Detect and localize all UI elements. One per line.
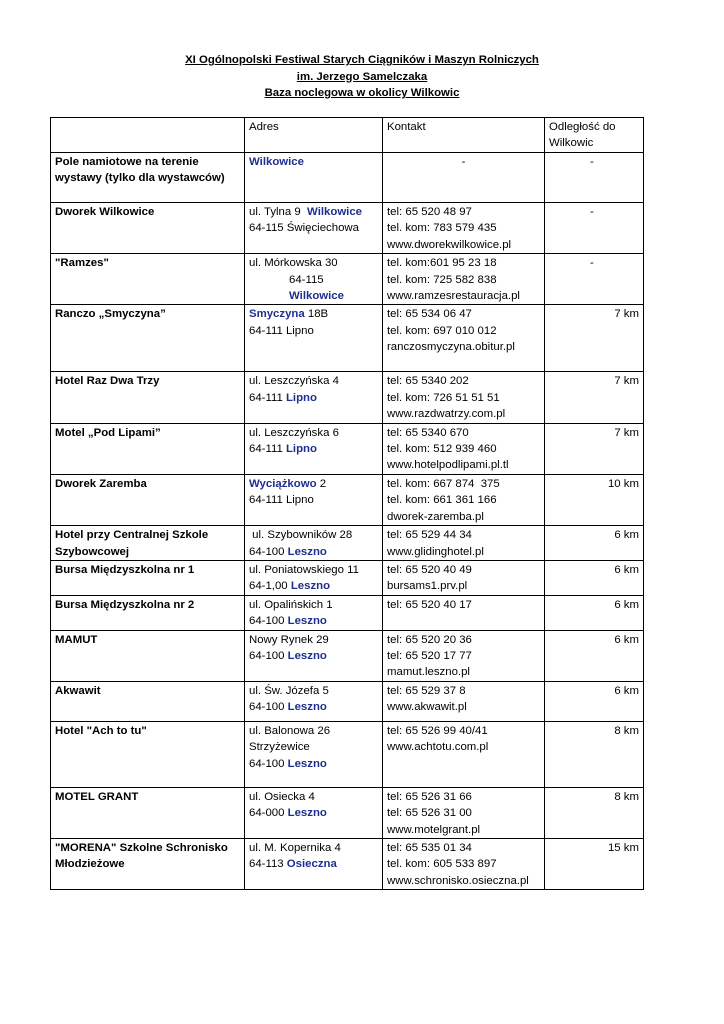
accommodation-address — [245, 595, 383, 630]
contact-line: tel: 65 520 48 97 — [387, 206, 472, 218]
website-link[interactable]: www.ramzesrestauracja.pl — [387, 290, 520, 303]
address-line — [249, 699, 378, 715]
accommodation-name: Akwawit — [51, 681, 245, 721]
contact-line: tel: 65 520 17 77 — [387, 649, 472, 662]
accommodation-name: "Ramzes" — [51, 254, 245, 305]
accommodation-address — [245, 526, 383, 561]
address-line — [249, 306, 378, 322]
address-text: Nowy Rynek 29 — [249, 633, 329, 646]
address-line — [249, 425, 378, 441]
address-text: 64-100 — [249, 545, 288, 558]
accommodation-contact — [383, 153, 545, 203]
locality-highlight: Leszno — [287, 807, 327, 820]
accommodation-name: MAMUT — [51, 630, 245, 681]
locality-highlight: Lipno — [285, 443, 317, 456]
address-text: ul. Leszczyńska 6 — [249, 426, 339, 439]
column-header-distance: Odległość do Wilkowic — [545, 118, 644, 153]
contact-line: tel. kom:601 95 23 18 — [387, 257, 497, 270]
accommodation-contact — [383, 423, 545, 474]
accommodation-table — [50, 117, 644, 890]
address-line — [249, 739, 378, 755]
address-line — [249, 613, 378, 629]
website-link[interactable]: www.dworekwilkowice.pl — [387, 238, 512, 251]
address-text: ul. Osiecka 4 — [249, 790, 315, 803]
website-link[interactable]: ranczosmyczyna.obitur.pl — [387, 341, 515, 354]
distance-to-wilkowice: 6 km — [545, 560, 644, 595]
accommodation-address — [245, 474, 383, 525]
distance-to-wilkowice: 6 km — [545, 595, 644, 630]
locality-highlight: Leszno — [290, 580, 331, 593]
contact-line: tel. kom: 783 579 435 — [387, 222, 497, 235]
address-line — [249, 789, 378, 805]
address-text: ul. Św. Józefa 5 — [249, 684, 329, 697]
address-text: 18B — [304, 308, 329, 321]
address-line — [249, 476, 378, 492]
distance-to-wilkowice: - — [545, 153, 644, 203]
address-text: 2 — [316, 477, 327, 490]
accommodation-contact — [383, 305, 545, 372]
address-text: 64-100 — [249, 701, 288, 714]
website-link[interactable]: www.hotelpodlipami.pl.tl — [387, 459, 509, 472]
contact-line: tel: 65 529 37 8 — [387, 684, 466, 697]
website-link[interactable]: dworek-zaremba.pl — [387, 510, 484, 523]
distance-to-wilkowice: 7 km — [545, 305, 644, 372]
address-line — [249, 373, 378, 389]
table-header-row — [51, 118, 644, 153]
address-text: 64-115 Święciechowa — [249, 222, 359, 235]
locality-highlight: Leszno — [287, 757, 327, 770]
address-text: 64-111 Lipno — [249, 494, 314, 507]
contact-line: tel: 65 520 20 36 — [387, 633, 472, 646]
festival-patron: im. Jerzego Samelczaka — [296, 70, 428, 83]
address-text: 64-113 — [249, 858, 287, 871]
address-text: ul. Leszczyńska 4 — [249, 375, 339, 388]
distance-to-wilkowice: 6 km — [545, 630, 644, 681]
contact-line: tel. kom: 725 582 838 — [387, 273, 497, 286]
distance-to-wilkowice: 6 km — [545, 526, 644, 561]
accommodation-address — [245, 153, 383, 203]
accommodation-address — [245, 254, 383, 305]
distance-to-wilkowice: - — [545, 203, 644, 254]
address-text: ul. Poniatowskiego 11 — [249, 563, 359, 576]
address-text: 64-100 — [249, 757, 288, 770]
contact-line: tel. kom: 697 010 012 — [387, 324, 497, 337]
accommodation-name: Dworek Wilkowice — [51, 203, 245, 254]
accommodation-contact — [383, 560, 545, 595]
table-row — [51, 305, 644, 372]
address-line — [249, 856, 378, 872]
document-header — [0, 52, 724, 102]
address-text: ul. M. Kopernika 4 — [249, 841, 341, 854]
document-subtitle: Baza noclegowa w okolicy Wilkowic — [264, 87, 460, 99]
locality-highlight: Leszno — [287, 701, 327, 714]
contact-line: tel. kom: 605 533 897 — [387, 858, 497, 871]
accommodation-name: Bursa Międzyszkolna nr 2 — [51, 595, 245, 630]
locality-highlight: Leszno — [287, 615, 327, 628]
accommodation-contact — [383, 630, 545, 681]
website-link[interactable]: www.motelgrant.pl — [387, 823, 481, 836]
table-row — [51, 838, 644, 889]
address-line — [249, 840, 378, 856]
contact-line: tel. kom: 667 874 375 — [387, 477, 500, 490]
accommodation-name: Ranczo „Smyczyna” — [51, 305, 245, 372]
table-row — [51, 721, 644, 787]
locality-highlight: Lipno — [285, 391, 317, 404]
contact-line: tel. kom: 726 51 51 51 — [387, 391, 500, 404]
address-text: 64-111 — [249, 443, 286, 456]
contact-line: tel: 65 520 40 17 — [387, 598, 472, 611]
website-link[interactable]: www.achtotu.com.pl — [387, 741, 489, 754]
address-text: 64-100 — [249, 649, 288, 662]
address-text: ul. Mórkowska 30 — [249, 257, 338, 270]
address-line — [249, 272, 378, 288]
accommodation-address — [245, 681, 383, 721]
table-row — [51, 595, 644, 630]
accommodation-address — [245, 838, 383, 889]
accommodation-contact — [383, 787, 545, 838]
table-row — [51, 630, 644, 681]
accommodation-contact — [383, 254, 545, 305]
accommodation-name: Motel „Pod Lipami” — [51, 423, 245, 474]
address-text: ul. Szybowników 28 — [249, 529, 353, 542]
table-row — [51, 474, 644, 525]
address-line — [249, 441, 378, 457]
contact-line: tel: 65 534 06 47 — [387, 308, 472, 321]
accommodation-address — [245, 423, 383, 474]
accommodation-name: Bursa Międzyszkolna nr 1 — [51, 560, 245, 595]
contact-line: tel: 65 526 31 66 — [387, 790, 472, 803]
locality-highlight: Wilkowice — [289, 290, 344, 303]
address-line — [249, 632, 378, 648]
accommodation-address — [245, 721, 383, 787]
accommodation-contact — [383, 595, 545, 630]
locality-highlight: Leszno — [287, 545, 327, 558]
website-link[interactable]: www.akwawit.pl — [387, 701, 467, 714]
column-header-address: Adres — [245, 118, 383, 153]
locality-highlight: Smyczyna — [249, 308, 305, 321]
accommodation-address — [245, 787, 383, 838]
address-text: Strzyżewice — [249, 741, 310, 754]
address-line — [249, 683, 378, 699]
accommodation-contact — [383, 372, 545, 423]
festival-title: XI Ogólnopolski Festiwal Starych Ciągników i Maszyn Rolniczych — [185, 54, 539, 66]
accommodation-address — [245, 630, 383, 681]
contact-line: tel: 65 526 99 40/41 — [387, 724, 488, 737]
distance-to-wilkowice: 10 km — [545, 474, 644, 525]
address-line — [249, 562, 378, 578]
accommodation-name: Hotel przy Centralnej Szkole Szybowcowej — [51, 526, 245, 561]
address-text: 64-115 — [289, 273, 324, 286]
accommodation-name: "MORENA" Szkolne Schronisko Młodzieżowe — [51, 838, 245, 889]
locality-highlight: Osieczna — [286, 858, 337, 871]
table-row — [51, 372, 644, 423]
accommodation-contact — [383, 721, 545, 787]
column-header-name — [51, 118, 245, 153]
address-text: 64-100 — [249, 615, 288, 628]
address-line — [249, 756, 378, 772]
accommodation-contact — [383, 838, 545, 889]
locality-highlight: Wyciążkowo — [249, 477, 317, 490]
accommodation-name: Pole namiotowe na terenie wystawy (tylko dla wystawców) — [51, 153, 245, 203]
column-header-contact: Kontakt — [383, 118, 545, 153]
address-text: 64-1,00 — [249, 580, 291, 593]
contact-line: tel. kom: 512 939 460 — [387, 443, 497, 456]
contact-line: tel. kom: 661 361 166 — [387, 494, 497, 507]
contact-line: tel: 65 5340 202 — [387, 375, 469, 388]
accommodation-name: Hotel Raz Dwa Trzy — [51, 372, 245, 423]
accommodation-contact — [383, 681, 545, 721]
contact-line: tel: 65 5340 670 — [387, 426, 469, 439]
address-line — [249, 723, 378, 739]
address-line — [249, 597, 378, 613]
accommodation-name: Hotel "Ach to tu" — [51, 721, 245, 787]
address-line — [249, 323, 378, 339]
contact-line: tel: 65 520 40 49 — [387, 563, 472, 576]
table-row — [51, 681, 644, 721]
accommodation-name: MOTEL GRANT — [51, 787, 245, 838]
website-link[interactable]: mamut.leszno.pl — [387, 666, 470, 679]
table-row — [51, 254, 644, 305]
website-link[interactable]: www.schronisko.osieczna.pl — [387, 874, 529, 887]
contact-line: tel: 65 535 01 34 — [387, 841, 472, 854]
address-line — [249, 154, 378, 170]
table-row — [51, 526, 644, 561]
address-text: 64-111 — [249, 391, 286, 404]
distance-to-wilkowice: 7 km — [545, 372, 644, 423]
table-row — [51, 203, 644, 254]
table-row — [51, 423, 644, 474]
distance-to-wilkowice: 7 km — [545, 423, 644, 474]
address-text: ul. Opalińskich 1 — [249, 598, 333, 611]
address-line — [249, 288, 378, 304]
distance-to-wilkowice: 8 km — [545, 787, 644, 838]
address-text: ul. Balonowa 26 — [249, 724, 331, 737]
address-line — [249, 204, 378, 220]
distance-to-wilkowice: - — [545, 254, 644, 305]
accommodation-contact — [383, 203, 545, 254]
contact-line: - — [461, 156, 466, 168]
address-line — [249, 648, 378, 664]
distance-to-wilkowice: 6 km — [545, 681, 644, 721]
accommodation-address — [245, 203, 383, 254]
address-line — [249, 220, 378, 236]
contact-line: tel: 65 529 44 34 — [387, 529, 472, 542]
locality-highlight: Wilkowice — [249, 156, 304, 168]
address-line — [249, 544, 378, 560]
table-row — [51, 560, 644, 595]
address-line — [249, 805, 378, 821]
table-row — [51, 153, 644, 203]
accommodation-name: Dworek Zaremba — [51, 474, 245, 525]
accommodation-address — [245, 372, 383, 423]
address-text: 64-111 Lipno — [249, 324, 314, 337]
locality-highlight: Leszno — [287, 649, 327, 662]
accommodation-contact — [383, 526, 545, 561]
address-line — [249, 255, 378, 271]
distance-to-wilkowice: 15 km — [545, 838, 644, 889]
table-row — [51, 787, 644, 838]
website-link[interactable]: bursams1.prv.pl — [387, 580, 468, 593]
contact-line: tel: 65 526 31 00 — [387, 807, 472, 820]
distance-to-wilkowice: 8 km — [545, 721, 644, 787]
address-line — [249, 527, 378, 543]
address-line — [249, 578, 378, 594]
address-text: 64-000 — [249, 807, 288, 820]
website-link[interactable]: www.razdwatrzy.com.pl — [387, 408, 506, 421]
accommodation-address — [245, 560, 383, 595]
address-line — [249, 390, 378, 406]
accommodation-address — [245, 305, 383, 372]
address-text: ul. Tylna 9 — [249, 206, 308, 218]
locality-highlight: Wilkowice — [307, 206, 363, 218]
website-link[interactable]: www.glidinghotel.pl — [387, 545, 484, 558]
accommodation-contact — [383, 474, 545, 525]
address-line — [249, 492, 378, 508]
